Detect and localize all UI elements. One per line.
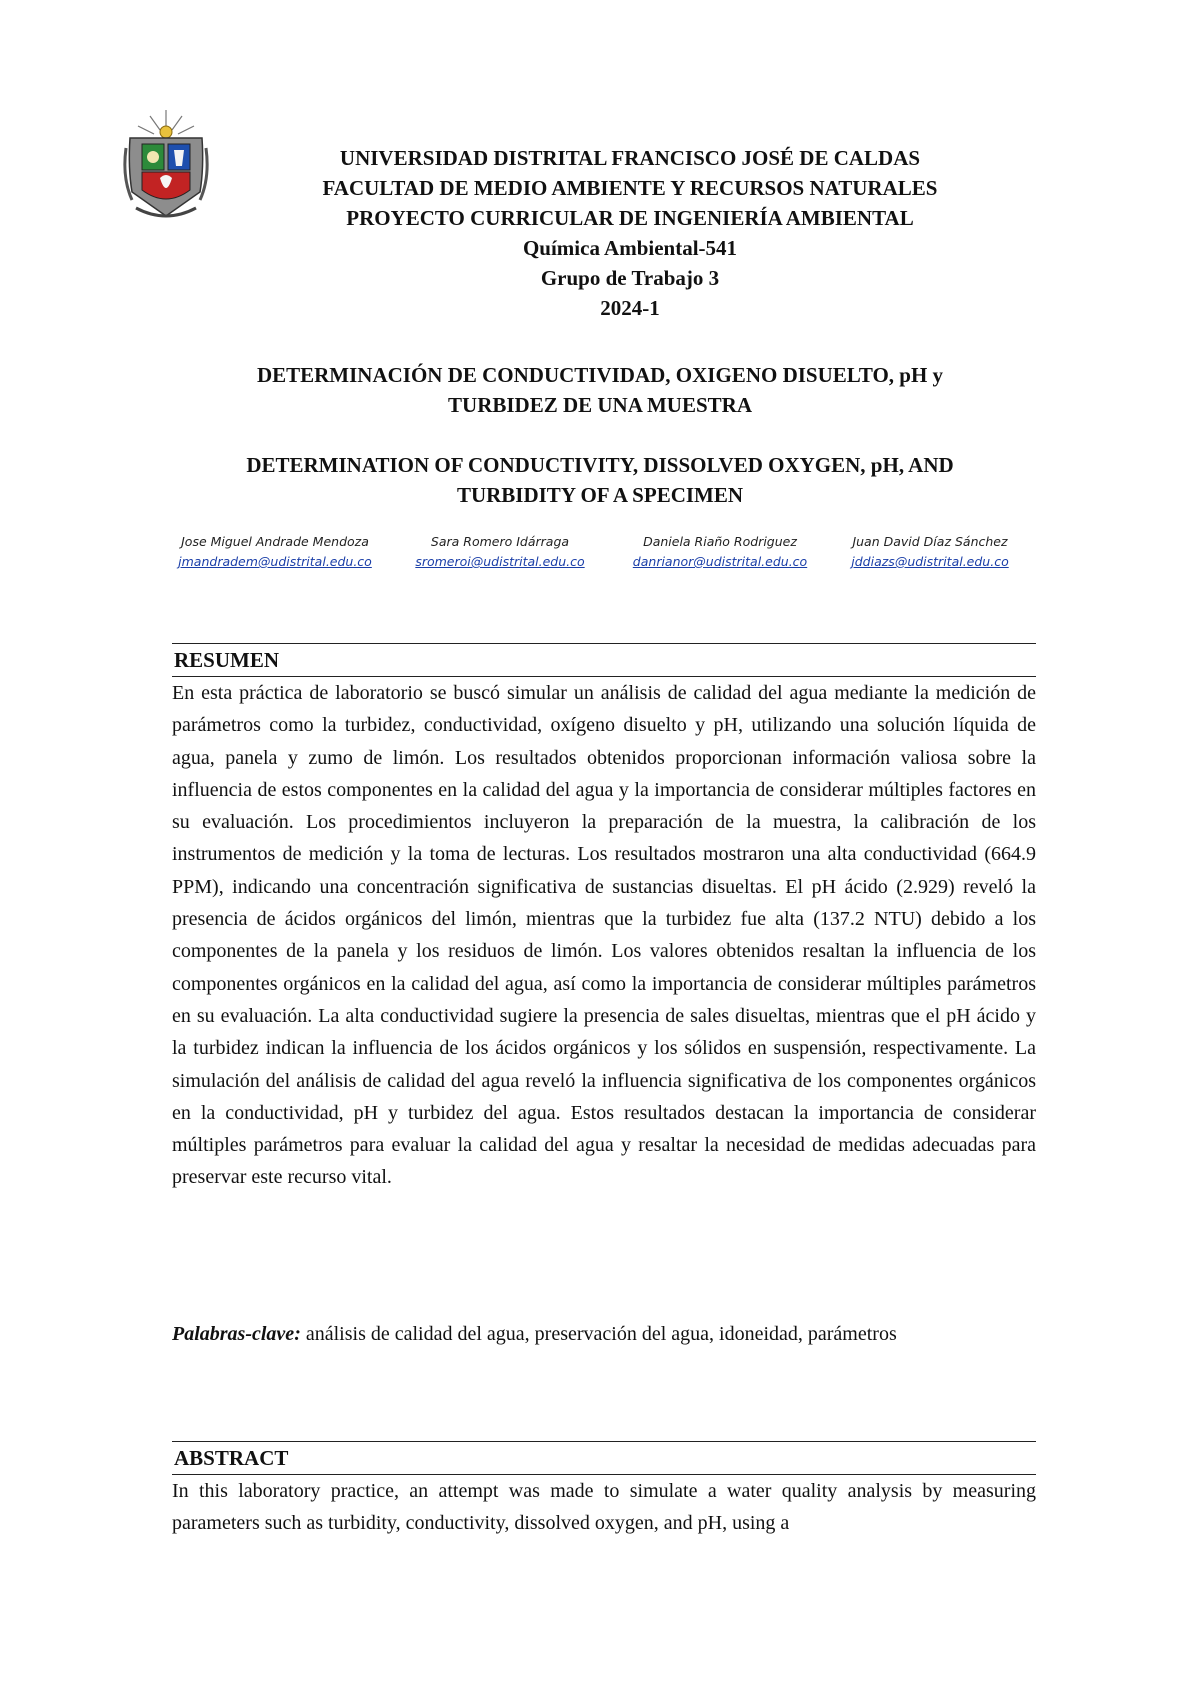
institution-header bbox=[220, 143, 1040, 323]
course-name: Química Ambiental-541 bbox=[522, 236, 738, 260]
resumen-body: En esta práctica de laboratorio se buscó simular un análisis de calidad del agua mediante la medición de parámetros como la turbidez, conductividad, oxígeno disuelto y pH, utilizando una solución líquida de agua, panela y zumo de limón. Los resultados obtenidos proporcionan información valiosa sobre la influencia de estos componentes en la calidad del agua y la importancia de considerar múltiples factores en su evaluación. Los procedimientos incluyeron la preparación de la muestra, la calibración de los instrumentos de medición y la toma de lecturas. Los resultados mostraron una alta conductividad (664.9 PPM), indicando una concentración significativa de sustancias disueltas. El pH ácido (2.929) reveló la presencia de ácidos orgánicos del limón, mientras que la turbidez fue alta (137.2 NTU) debido a los componentes de la panela y los residuos de limón. Los valores obtenidos resaltan la influencia de los componentes orgánicos en la calidad del agua, así como la importancia de considerar múltiples parámetros en su evaluación. La alta conductividad sugiere la presencia de sales disueltas, mientras que el pH ácido y la turbidez indican la influencia de los ácidos orgánicos y los sólidos en suspensión, respectivamente. La simulación del análisis de calidad del agua reveló la influencia significativa de los componentes orgánicos en la conductividad, pH y turbidez del agua. Estos resultados destacan la importancia de considerar múltiples parámetros para evaluar la calidad del agua y resaltar la necesidad de medidas adecuadas para preservar este recurso vital. bbox=[172, 682, 1036, 1189]
resumen-section bbox=[172, 643, 1036, 1194]
author-email-link[interactable]: sromeroi@udistrital.edu.co bbox=[415, 554, 585, 569]
university-crest-logo bbox=[120, 108, 212, 224]
author-email-link[interactable]: jddiazs@udistrital.edu.co bbox=[851, 554, 1009, 569]
author-entry bbox=[620, 532, 820, 572]
abstract-heading: ABSTRACT bbox=[174, 1446, 289, 1470]
keywords-label: Palabras-clave: bbox=[172, 1323, 301, 1345]
author-entry bbox=[170, 532, 380, 572]
title-english bbox=[150, 450, 1050, 510]
author-email-link[interactable]: danrianor@udistrital.edu.co bbox=[632, 554, 808, 569]
author-name: Juan David Díaz Sánchez bbox=[852, 534, 1008, 549]
title-english-line-1: DETERMINATION OF CONDUCTIVITY, DISSOLVED OXYGEN, pH, AND bbox=[246, 453, 954, 477]
author-email-link[interactable]: jmandradem@udistrital.edu.co bbox=[178, 554, 372, 569]
university-name: UNIVERSIDAD DISTRITAL FRANCISCO JOSÉ DE CALDAS bbox=[339, 146, 921, 170]
author-name: Jose Miguel Andrade Mendoza bbox=[181, 534, 369, 549]
work-group: Grupo de Trabajo 3 bbox=[540, 266, 720, 290]
author-name: Daniela Riaño Rodriguez bbox=[643, 534, 797, 549]
keywords-paragraph bbox=[172, 1318, 1036, 1350]
author-entry bbox=[840, 532, 1020, 572]
academic-term: 2024-1 bbox=[600, 296, 660, 320]
author-entry bbox=[410, 532, 590, 572]
program-name: PROYECTO CURRICULAR DE INGENIERÍA AMBIENTAL bbox=[346, 206, 914, 230]
keywords-list: análisis de calidad del agua, preservación del agua, idoneidad, parámetros bbox=[300, 1323, 897, 1345]
author-name: Sara Romero Idárraga bbox=[430, 534, 570, 549]
title-english-line-2: TURBIDITY OF A SPECIMEN bbox=[456, 483, 744, 507]
abstract-body: In this laboratory practice, an attempt was made to simulate a water quality analysis by measuring parameters such as turbidity, conductivity, dissolved oxygen, and pH, using a bbox=[172, 1480, 1036, 1535]
title-spanish bbox=[150, 360, 1050, 420]
abstract-section bbox=[172, 1441, 1036, 1540]
title-spanish-line-1: DETERMINACIÓN DE CONDUCTIVIDAD, OXIGENO DISUELTO, pH y bbox=[256, 363, 944, 387]
title-spanish-line-2: TURBIDEZ DE UNA MUESTRA bbox=[448, 393, 752, 417]
faculty-name: FACULTAD DE MEDIO AMBIENTE Y RECURSOS NATURALES bbox=[322, 176, 938, 200]
resumen-heading: RESUMEN bbox=[174, 648, 280, 672]
